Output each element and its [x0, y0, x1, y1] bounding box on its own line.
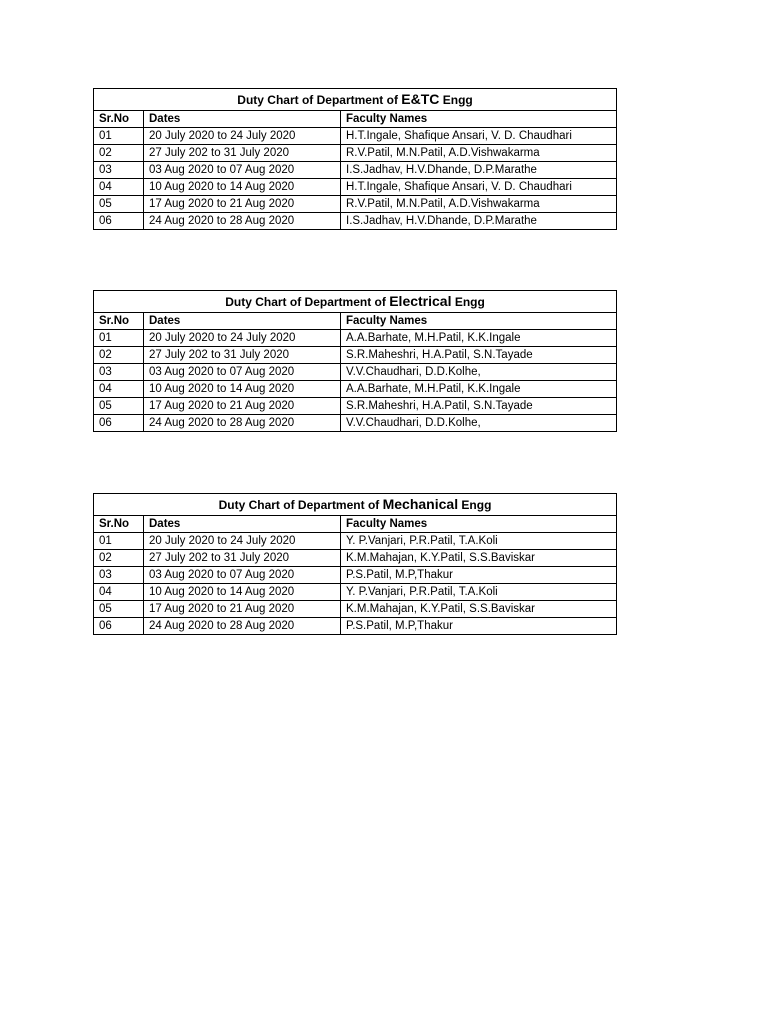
cell-srno: 03 — [94, 162, 144, 179]
cell-dates: 24 Aug 2020 to 28 Aug 2020 — [144, 415, 341, 432]
title-suffix: Engg — [451, 295, 485, 309]
cell-faculty: V.V.Chaudhari, D.D.Kolhe, — [341, 364, 617, 381]
cell-srno: 02 — [94, 550, 144, 567]
table-row — [94, 145, 617, 162]
cell-dates: 20 July 2020 to 24 July 2020 — [144, 330, 341, 347]
cell-faculty: Y. P.Vanjari, P.R.Patil, T.A.Koli — [341, 584, 617, 601]
title-prefix: Duty Chart of Department of — [225, 295, 390, 309]
table-row — [94, 415, 617, 432]
table-title — [94, 291, 617, 313]
header-srno: Sr.No — [94, 313, 144, 330]
table-row — [94, 381, 617, 398]
table-row — [94, 618, 617, 635]
cell-srno: 04 — [94, 179, 144, 196]
table-title-row — [94, 89, 617, 111]
table-row — [94, 567, 617, 584]
cell-dates: 27 July 202 to 31 July 2020 — [144, 145, 341, 162]
cell-dates: 20 July 2020 to 24 July 2020 — [144, 128, 341, 145]
cell-faculty: I.S.Jadhav, H.V.Dhande, D.P.Marathe — [341, 162, 617, 179]
cell-dates: 17 Aug 2020 to 21 Aug 2020 — [144, 398, 341, 415]
header-faculty-names: Faculty Names — [341, 313, 617, 330]
table-header-row — [94, 516, 617, 533]
cell-faculty: S.R.Maheshri, H.A.Patil, S.N.Tayade — [341, 347, 617, 364]
header-dates: Dates — [144, 516, 341, 533]
cell-dates: 24 Aug 2020 to 28 Aug 2020 — [144, 618, 341, 635]
cell-srno: 02 — [94, 145, 144, 162]
department-name: Mechanical — [382, 496, 459, 512]
cell-dates: 17 Aug 2020 to 21 Aug 2020 — [144, 196, 341, 213]
cell-srno: 03 — [94, 567, 144, 584]
cell-srno: 06 — [94, 415, 144, 432]
department-name: Electrical — [389, 293, 452, 309]
cell-dates: 20 July 2020 to 24 July 2020 — [144, 533, 341, 550]
table-row — [94, 179, 617, 196]
table-row — [94, 347, 617, 364]
table-row — [94, 398, 617, 415]
table-row — [94, 162, 617, 179]
cell-srno: 01 — [94, 533, 144, 550]
header-srno: Sr.No — [94, 516, 144, 533]
table-row — [94, 550, 617, 567]
table-row — [94, 584, 617, 601]
table-header-row — [94, 313, 617, 330]
cell-srno: 01 — [94, 330, 144, 347]
duty-chart-table-mechanical — [93, 493, 617, 635]
cell-faculty: P.S.Patil, M.P,Thakur — [341, 618, 617, 635]
duty-chart-table-electrical — [93, 290, 617, 432]
table-row — [94, 213, 617, 230]
table-title — [94, 89, 617, 111]
cell-faculty: V.V.Chaudhari, D.D.Kolhe, — [341, 415, 617, 432]
header-srno: Sr.No — [94, 111, 144, 128]
duty-chart-table-etc — [93, 88, 617, 230]
cell-dates: 03 Aug 2020 to 07 Aug 2020 — [144, 364, 341, 381]
cell-dates: 03 Aug 2020 to 07 Aug 2020 — [144, 567, 341, 584]
cell-faculty: K.M.Mahajan, K.Y.Patil, S.S.Baviskar — [341, 550, 617, 567]
table-row — [94, 196, 617, 213]
table-header-row — [94, 111, 617, 128]
table-row — [94, 364, 617, 381]
cell-faculty: A.A.Barhate, M.H.Patil, K.K.Ingale — [341, 330, 617, 347]
cell-srno: 02 — [94, 347, 144, 364]
cell-faculty: H.T.Ingale, Shafique Ansari, V. D. Chaudhari — [341, 179, 617, 196]
header-dates: Dates — [144, 313, 341, 330]
cell-srno: 03 — [94, 364, 144, 381]
title-prefix: Duty Chart of Department of — [218, 498, 383, 512]
table-row — [94, 601, 617, 618]
header-faculty-names: Faculty Names — [341, 111, 617, 128]
department-name: E&TC — [401, 91, 440, 107]
title-prefix: Duty Chart of Department of — [237, 93, 402, 107]
table-title — [94, 494, 617, 516]
cell-srno: 06 — [94, 213, 144, 230]
cell-dates: 10 Aug 2020 to 14 Aug 2020 — [144, 179, 341, 196]
header-dates: Dates — [144, 111, 341, 128]
cell-faculty: K.M.Mahajan, K.Y.Patil, S.S.Baviskar — [341, 601, 617, 618]
cell-faculty: H.T.Ingale, Shafique Ansari, V. D. Chaudhari — [341, 128, 617, 145]
cell-faculty: Y. P.Vanjari, P.R.Patil, T.A.Koli — [341, 533, 617, 550]
cell-srno: 04 — [94, 381, 144, 398]
cell-srno: 05 — [94, 398, 144, 415]
cell-srno: 04 — [94, 584, 144, 601]
table-row — [94, 128, 617, 145]
cell-faculty: R.V.Patil, M.N.Patil, A.D.Vishwakarma — [341, 196, 617, 213]
cell-dates: 24 Aug 2020 to 28 Aug 2020 — [144, 213, 341, 230]
title-suffix: Engg — [439, 93, 473, 107]
cell-faculty: R.V.Patil, M.N.Patil, A.D.Vishwakarma — [341, 145, 617, 162]
cell-faculty: P.S.Patil, M.P,Thakur — [341, 567, 617, 584]
cell-faculty: I.S.Jadhav, H.V.Dhande, D.P.Marathe — [341, 213, 617, 230]
cell-dates: 27 July 202 to 31 July 2020 — [144, 550, 341, 567]
cell-dates: 10 Aug 2020 to 14 Aug 2020 — [144, 584, 341, 601]
cell-dates: 17 Aug 2020 to 21 Aug 2020 — [144, 601, 341, 618]
cell-srno: 01 — [94, 128, 144, 145]
table-title-row — [94, 291, 617, 313]
cell-dates: 03 Aug 2020 to 07 Aug 2020 — [144, 162, 341, 179]
cell-srno: 06 — [94, 618, 144, 635]
title-suffix: Engg — [458, 498, 492, 512]
header-faculty-names: Faculty Names — [341, 516, 617, 533]
cell-dates: 27 July 202 to 31 July 2020 — [144, 347, 341, 364]
table-title-row — [94, 494, 617, 516]
cell-faculty: A.A.Barhate, M.H.Patil, K.K.Ingale — [341, 381, 617, 398]
cell-srno: 05 — [94, 601, 144, 618]
cell-dates: 10 Aug 2020 to 14 Aug 2020 — [144, 381, 341, 398]
table-row — [94, 330, 617, 347]
table-row — [94, 533, 617, 550]
cell-faculty: S.R.Maheshri, H.A.Patil, S.N.Tayade — [341, 398, 617, 415]
cell-srno: 05 — [94, 196, 144, 213]
